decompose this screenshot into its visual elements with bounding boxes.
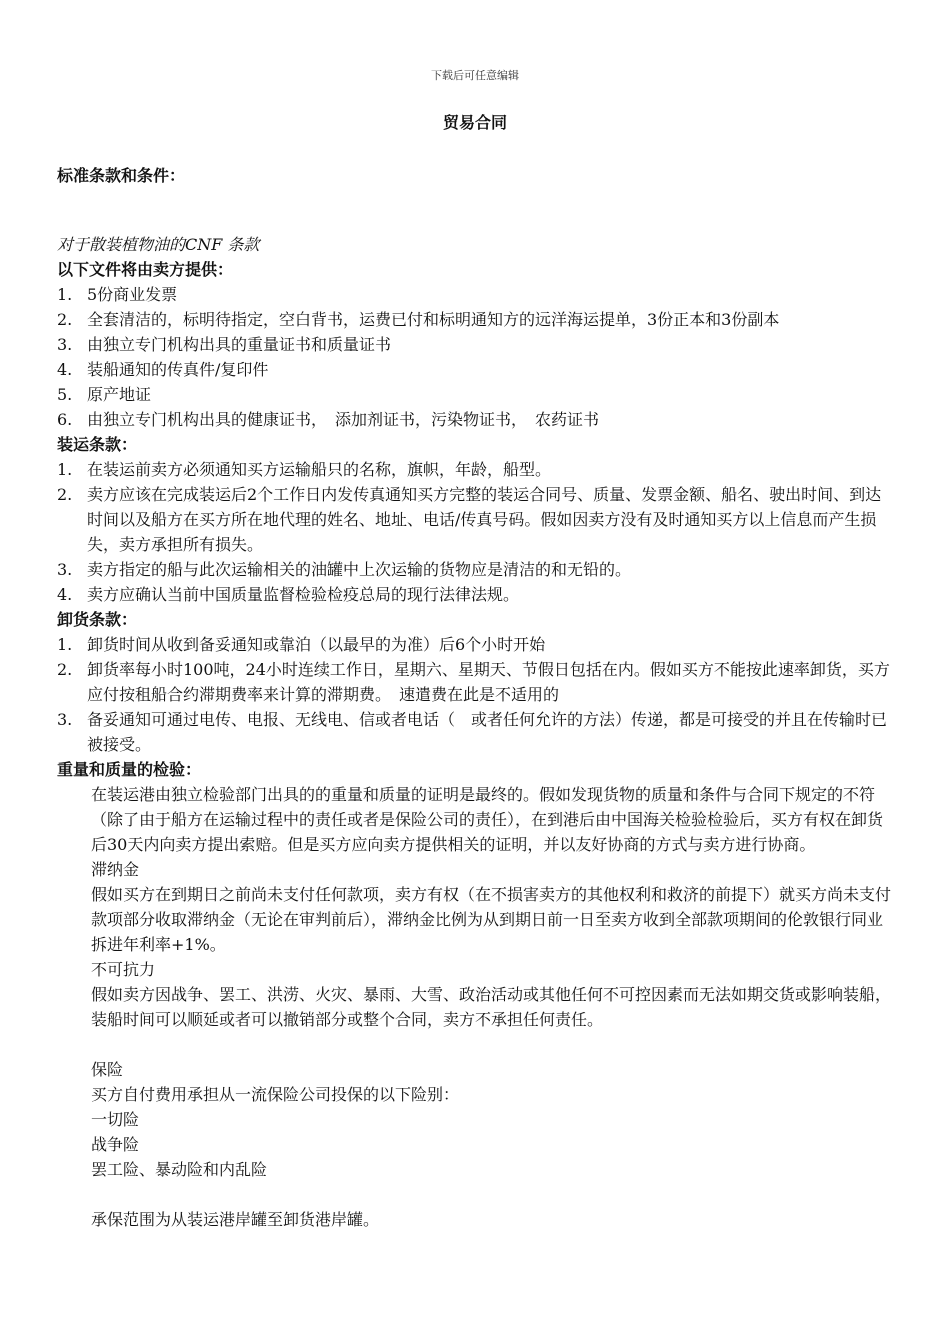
list-item — [57, 632, 897, 657]
list-item — [57, 457, 897, 482]
shipping-heading: 装运条款： — [57, 435, 138, 454]
shipping-list — [57, 457, 897, 607]
documents-heading: 以下文件将由卖方提供： — [57, 260, 234, 279]
list-number: 6. — [57, 410, 73, 429]
list-text: 在装运前卖方必须通知买方运输船只的名称，旗帜，年龄，船型。 — [87, 460, 552, 479]
cnf-subtitle: 对于散装植物油的CNF 条款 — [57, 235, 260, 254]
insurance-item: 战争险 — [91, 1135, 140, 1154]
unloading-list — [57, 632, 897, 757]
insurance-item: 罢工险、暴动险和内乱险 — [91, 1160, 268, 1179]
list-number: 4. — [57, 585, 73, 604]
list-item — [57, 407, 897, 432]
list-item — [57, 557, 897, 582]
list-item — [57, 382, 897, 407]
list-number: 3. — [57, 335, 73, 354]
list-number: 2. — [57, 310, 73, 329]
unloading-heading: 卸货条款： — [57, 610, 138, 629]
list-number: 3. — [57, 710, 73, 729]
list-text: 卸货时间从收到备妥通知或靠泊（以最早的为准）后6个小时开始 — [87, 635, 546, 654]
list-number: 1. — [57, 635, 73, 654]
list-item — [57, 482, 897, 557]
insurance-heading: 保险 — [91, 1060, 124, 1079]
list-item — [57, 357, 897, 382]
list-item — [57, 582, 897, 607]
force-majeure-paragraph: 假如卖方因战争、罢工、洪涝、火灾、暴雨、大雪、政治活动或其他任何不可控因素而无法如期交货或影响装船，装船时间可以顺延或者可以撤销部分或整个合同，卖方不承担任何责任。 — [91, 985, 892, 1029]
documents-list — [57, 282, 897, 432]
list-text: 原产地证 — [87, 385, 152, 404]
spacer — [91, 1032, 897, 1057]
header-note: 下载后可任意编辑 — [431, 69, 519, 82]
list-number: 1. — [57, 460, 73, 479]
insurance-intro: 买方自付费用承担从一流保险公司投保的以下险别： — [91, 1085, 460, 1104]
spacer — [91, 1182, 897, 1207]
late-fee-heading: 滞纳金 — [91, 860, 140, 879]
list-number: 1. — [57, 285, 73, 304]
inspection-paragraph: 在装运港由独立检验部门出具的的重量和质量的证明是最终的。假如发现货物的质量和条件与合同下规定的不符（除了由于船方在运输过程中的责任或者是保险公司的责任），在到港后由中国海关检验检验后，买方有权在卸货后30天内向卖方提出索赔。但是买方应向卖方提供相关的证明，并以友好协商的方式与卖方进行协商。 — [91, 785, 884, 854]
list-text: 卖方应该在完成装运后2个工作日内发传真通知买方完整的装运合同号、质量、发票金额、船名、驶出时间、到达时间以及船方在买方所在地代理的姓名、地址、电话/传真号码。假如因卖方没有及时通知买方以上信息而产生损失，卖方承担所有损失。 — [87, 485, 882, 554]
force-majeure-heading: 不可抗力 — [91, 960, 156, 979]
list-text: 由独立专门机构出具的重量证书和质量证书 — [87, 335, 392, 354]
list-item — [57, 657, 897, 707]
list-text: 备妥通知可通过电传、电报、无线电、信或者电话（ 或者任何允许的方法）传递，都是可接受的并且在传输时已被接受。 — [87, 710, 888, 754]
inspection-heading: 重量和质量的检验： — [57, 760, 202, 779]
list-item — [57, 307, 897, 332]
list-item — [57, 282, 897, 307]
inspection-block — [57, 782, 897, 1232]
document-body — [57, 163, 897, 1232]
list-text: 装船通知的传真件/复印件 — [87, 360, 269, 379]
list-number: 3. — [57, 560, 73, 579]
document-title: 贸易合同 — [442, 113, 507, 132]
late-fee-paragraph: 假如买方在到期日之前尚未支付任何款项，卖方有权（在不损害卖方的其他权利和救济的前提下）就买方尚未支付款项部分收取滞纳金（无论在审判前后），滞纳金比例为从到期日前一日至卖方收到全部款项期间的伦敦银行同业拆进年利率+1%。 — [91, 885, 892, 954]
list-number: 4. — [57, 360, 73, 379]
insurance-coverage: 承保范围为从装运港岸罐至卸货港岸罐。 — [91, 1210, 380, 1229]
list-number: 2. — [57, 660, 73, 679]
list-number: 5. — [57, 385, 73, 404]
list-text: 全套清洁的，标明待指定，空白背书，运费已付和标明通知方的远洋海运提单，3份正本和3份副本 — [87, 310, 780, 329]
insurance-item: 一切险 — [91, 1110, 140, 1129]
standard-terms-heading: 标准条款和条件： — [57, 166, 186, 185]
list-item — [57, 332, 897, 357]
list-number: 2. — [57, 485, 73, 504]
list-text: 卖方指定的船与此次运输相关的油罐中上次运输的货物应是清洁的和无铅的。 — [87, 560, 632, 579]
list-text: 由独立专门机构出具的健康证书， 添加剂证书，污染物证书， 农药证书 — [87, 410, 600, 429]
list-text: 卖方应确认当前中国质量监督检验检疫总局的现行法律法规。 — [87, 585, 520, 604]
list-text: 5份商业发票 — [87, 285, 178, 304]
list-item — [57, 707, 897, 757]
list-text: 卸货率每小时100吨，24小时连续工作日，星期六、星期天、节假日包括在内。假如买方不能按此速率卸货，买方应付按租船合约滞期费率来计算的滞期费。 速遣费在此是不适用的 — [87, 660, 890, 704]
